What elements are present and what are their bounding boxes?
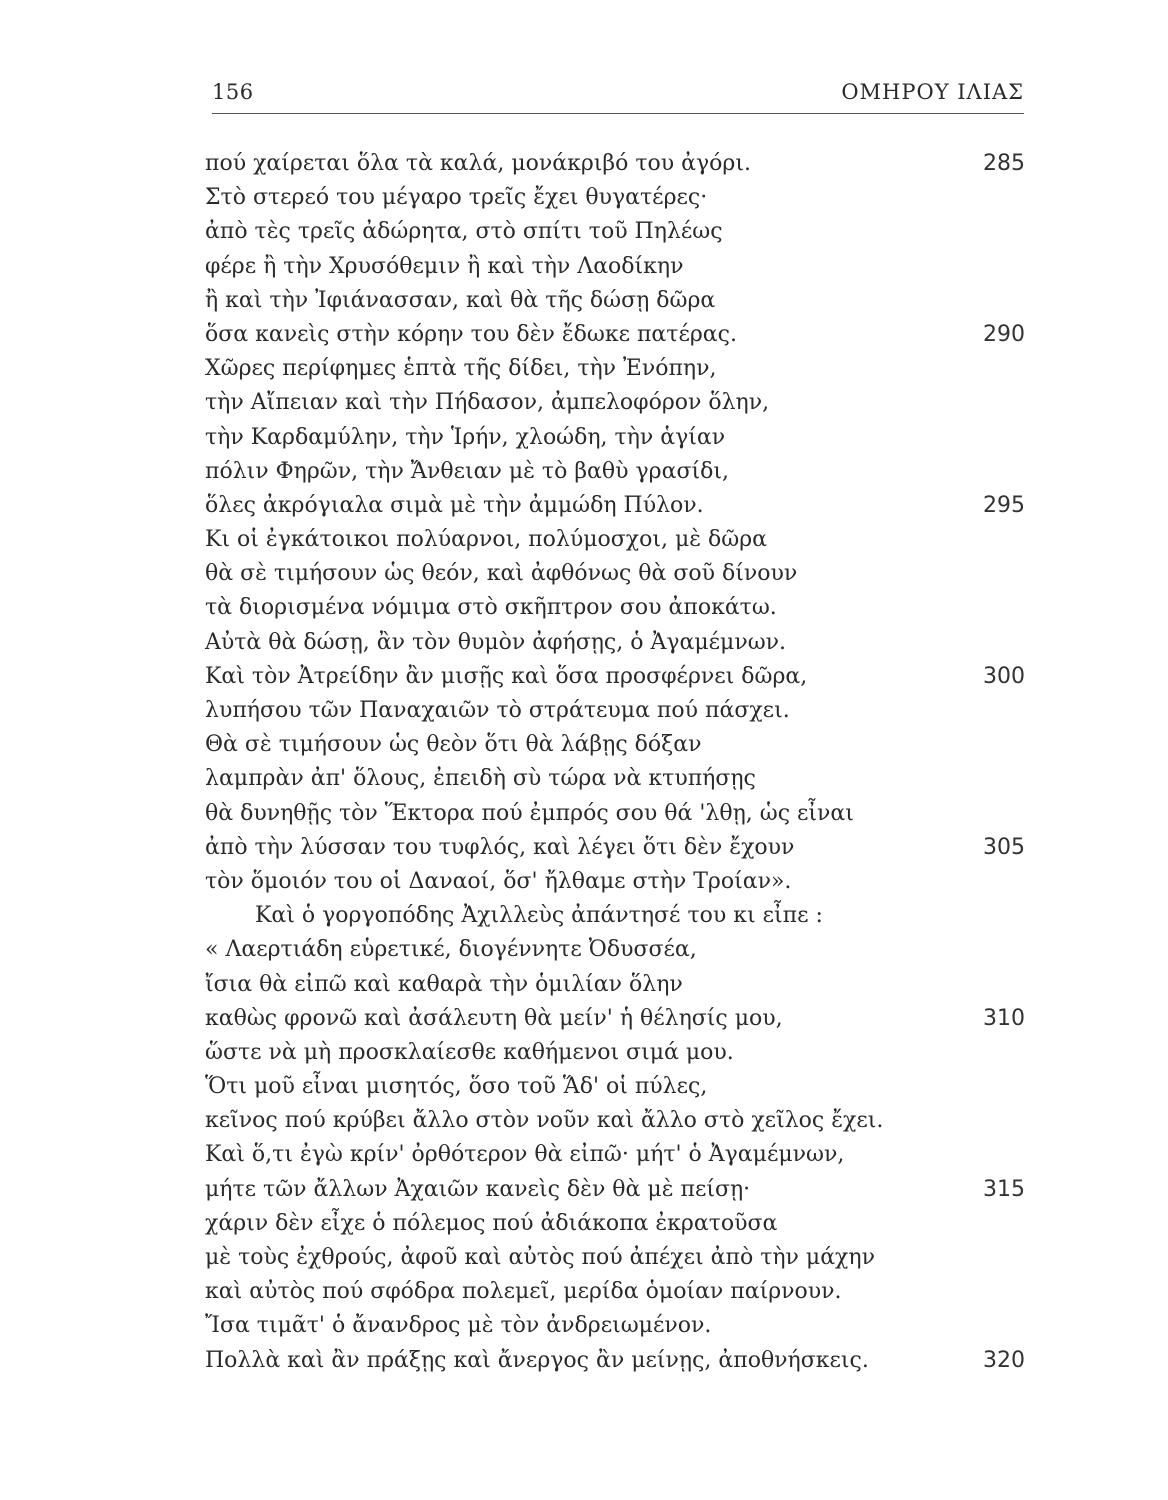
line-number: 315	[983, 1176, 1025, 1202]
verse-text: τὰ διορισμένα νόμιμα στὸ σκῆπτρον σου ἀποκάτω.	[205, 595, 777, 621]
verse-line	[205, 352, 1025, 386]
verse-text: ἀπὸ τὴν λύσσαν του τυφλός, καὶ λέγει ὅτι δὲν ἔχουν	[205, 834, 795, 860]
verse-line	[205, 1036, 1025, 1070]
verse-line	[205, 1207, 1025, 1241]
verse-line	[205, 1138, 1025, 1172]
verse-text: ἀπὸ τὲς τρεῖς ἀδώρητα, στὸ σπίτι τοῦ Πηλέως	[205, 219, 723, 245]
verse-line	[205, 591, 1025, 625]
verse-line	[205, 933, 1025, 967]
verse-text: Καὶ ὅ,τι ἐγὼ κρίν' ὀρθότερον θὰ εἰπῶ· μήτ' ὁ Ἀγαμέμνων,	[205, 1142, 845, 1168]
verse-line	[205, 762, 1025, 796]
verse-line	[205, 455, 1025, 489]
page-header	[212, 80, 1024, 110]
verse-line	[205, 728, 1025, 762]
verse-text: μήτε τῶν ἄλλων Ἀχαιῶν κανεὶς δὲν θὰ μὲ πείσῃ·	[205, 1176, 751, 1202]
verse-text: πόλιν Φηρῶν, τὴν Ἄνθειαν μὲ τὸ βαθὺ γρασίδι,	[205, 458, 729, 484]
verse-text: Θὰ σὲ τιμήσουν ὡς θεὸν ὅτι θὰ λάβῃς δόξαν	[205, 732, 702, 758]
verse-line	[205, 1241, 1025, 1275]
verse-block	[205, 147, 1025, 1378]
verse-line	[205, 694, 1025, 728]
verse-text: ὥστε νὰ μὴ προσκλαίεσθε καθήμενοι σιμά μου.	[205, 1039, 734, 1065]
verse-line	[205, 1070, 1025, 1104]
page-number: 156	[212, 80, 254, 104]
verse-text: μὲ τοὺς ἐχθρούς, ἀφοῦ καὶ αὐτὸς πού ἀπέχει ἀπὸ τὴν μάχην	[205, 1245, 875, 1270]
verse-text: Πολλὰ καὶ ἂν πράξῃς καὶ ἄνεργος ἂν μείνῃς, ἀποθνήσκεις.	[205, 1347, 869, 1373]
verse-text: Ἴσα τιμᾶτ' ὁ ἄνανδρος μὲ τὸν ἀνδρειωμένον.	[205, 1313, 712, 1339]
verse-text: τὴν Αἴπειαν καὶ τὴν Πήδασον, ἀμπελοφόρον ὅλην,	[205, 390, 770, 416]
verse-line	[205, 489, 1025, 523]
verse-text: Κι οἱ ἐγκάτοικοι πολύαρνοι, πολύμοσχοι, μὲ δῶρα	[205, 527, 768, 553]
verse-text: Αὐτὰ θὰ δώσῃ, ἂν τὸν θυμὸν ἀφήσῃς, ὁ Ἀγαμέμνων.	[205, 629, 787, 655]
verse-text: θὰ σὲ τιμήσουν ὡς θεόν, καὶ ἀφθόνως θὰ σοῦ δίνουν	[205, 561, 798, 587]
verse-line	[205, 1104, 1025, 1138]
header-rule	[212, 113, 1024, 114]
verse-text: τὴν Καρδαμύλην, τὴν Ἱρήν, χλοώδη, τὴν ἁγίαν	[205, 424, 726, 450]
verse-text: ὅλες ἀκρόγιαλα σιμὰ μὲ τὴν ἀμμώδη Πύλον.	[205, 492, 704, 518]
verse-line	[205, 865, 1025, 899]
verse-text: Στὸ στερεό του μέγαρο τρεῖς ἔχει θυγατέρες·	[205, 185, 708, 211]
line-number: 310	[983, 1005, 1025, 1031]
verse-text: κεῖνος πού κρύβει ἄλλο στὸν νοῦν καὶ ἄλλο στὸ χεῖλος ἔχει.	[205, 1108, 884, 1134]
verse-line	[205, 386, 1025, 420]
verse-text: τὸν ὅμοιόν του οἱ Δαναοί, ὅσ' ἤλθαμε στὴν Τροίαν».	[205, 868, 792, 894]
verse-line	[205, 318, 1025, 352]
line-number: 295	[983, 492, 1025, 518]
verse-line	[205, 1275, 1025, 1309]
verse-text: λαμπρὰν ἀπ' ὅλους, ἐπειδὴ σὺ τώρα νὰ κτυπήσῃς	[205, 766, 756, 792]
verse-text: « Λαερτιάδη εὑρετικέ, διογέννητε Ὀδυσσέα,	[205, 937, 697, 963]
verse-line	[205, 899, 1025, 933]
verse-line	[205, 284, 1025, 318]
verse-text: Καὶ τὸν Ἀτρείδην ἂν μισῇς καὶ ὅσα προσφέρνει δῶρα,	[205, 663, 808, 689]
verse-text: Καὶ ὁ γοργοπόδης Ἀχιλλεὺς ἀπάντησέ του κι εἶπε :	[255, 903, 823, 929]
running-title: ΟΜΗΡΟΥ ΙΛΙΑΣ	[841, 80, 1024, 104]
verse-line	[205, 250, 1025, 284]
verse-line	[205, 1344, 1025, 1378]
verse-line	[205, 1309, 1025, 1343]
verse-text: θὰ δυνηθῇς τὸν Ἕκτορα πού ἐμπρός σου θά 'λθῃ, ὡς εἶναι	[205, 800, 854, 826]
verse-line	[205, 626, 1025, 660]
verse-text: ἴσια θὰ εἰπῶ καὶ καθαρὰ τὴν ὁμιλίαν ὅλην	[205, 971, 683, 997]
verse-text: λυπήσου τῶν Παναχαιῶν τὸ στράτευμα πού πάσχει.	[205, 698, 790, 723]
verse-text: καὶ αὐτὸς πού σφόδρα πολεμεῖ, μερίδα ὁμοίαν παίρνουν.	[205, 1279, 842, 1305]
verse-text: ἢ καὶ τὴν Ἰφιάνασσαν, καὶ θὰ τῆς δώσῃ δῶρα	[205, 287, 716, 313]
line-number: 285	[983, 151, 1025, 176]
verse-line	[205, 797, 1025, 831]
verse-line	[205, 968, 1025, 1002]
verse-line	[205, 660, 1025, 694]
verse-line	[205, 181, 1025, 215]
verse-text: Χῶρες περίφημες ἑπτὰ τῆς δίδει, τὴν Ἐνόπην,	[205, 356, 717, 382]
verse-line	[205, 215, 1025, 249]
line-number: 305	[983, 834, 1025, 860]
verse-text: Ὅτι μοῦ εἶναι μισητός, ὅσο τοῦ Ἅδ' οἱ πύλες,	[205, 1074, 708, 1100]
verse-text: καθὼς φρονῶ καὶ ἀσάλευτη θὰ μείν' ἡ θέλησίς μου,	[205, 1005, 783, 1031]
verse-text: φέρε ἢ τὴν Χρυσόθεμιν ἢ καὶ τὴν Λαοδίκην	[205, 253, 684, 279]
verse-text: χάριν δὲν εἶχε ὁ πόλεμος πού ἀδιάκοπα ἐκρατοῦσα	[205, 1210, 778, 1236]
verse-line	[205, 421, 1025, 455]
verse-text: ὅσα κανεὶς στὴν κόρην του δὲν ἔδωκε πατέρας.	[205, 321, 737, 347]
verse-line	[205, 1173, 1025, 1207]
verse-line	[205, 523, 1025, 557]
verse-line	[205, 831, 1025, 865]
line-number: 290	[983, 321, 1025, 347]
line-number: 300	[983, 663, 1025, 689]
line-number: 320	[983, 1347, 1025, 1373]
verse-line	[205, 147, 1025, 181]
verse-line	[205, 1002, 1025, 1036]
verse-text: πού χαίρεται ὅλα τὰ καλά, μονάκριβό του ἀγόρι.	[205, 151, 751, 176]
verse-line	[205, 557, 1025, 591]
